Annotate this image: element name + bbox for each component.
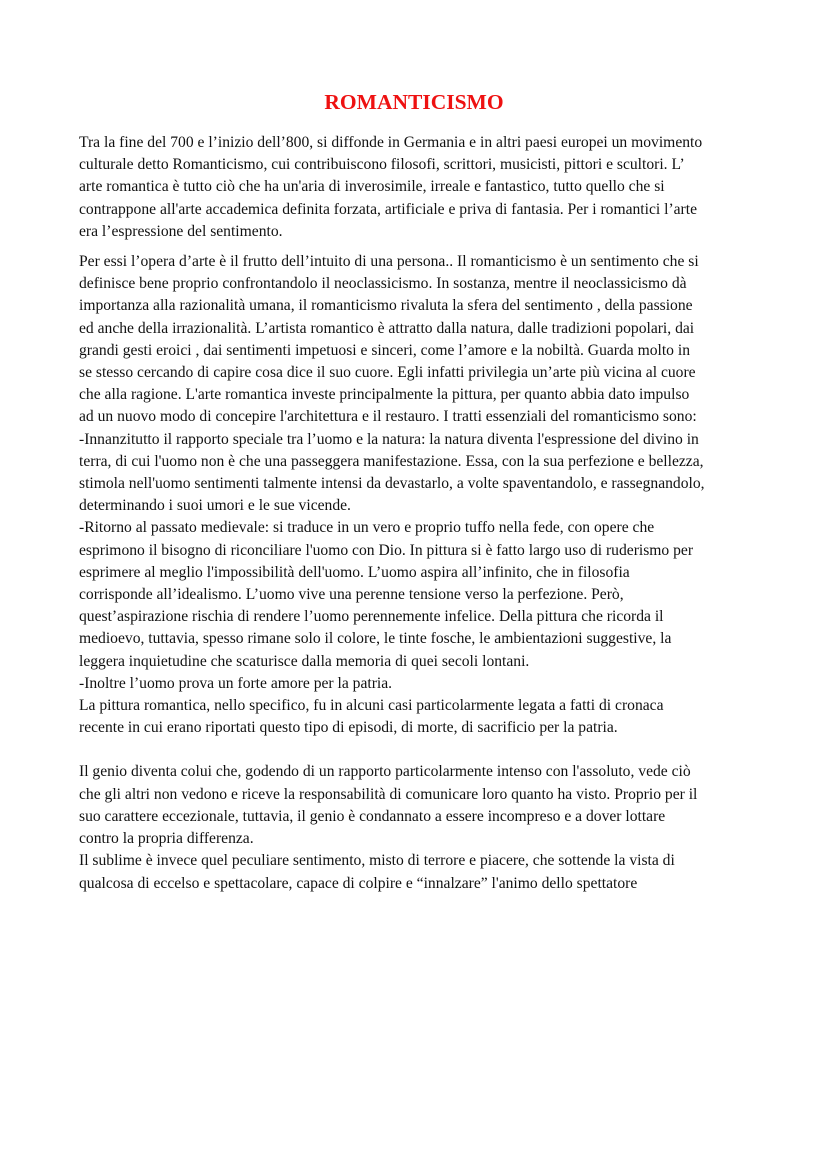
text-line: Per essi l’opera d’arte è il frutto dell’intuito di una persona.. Il romanticismo è un sentimento che si bbox=[79, 253, 699, 271]
text-line: arte romantica è tutto ciò che ha un'aria di inverosimile, irreale e fantastico, tutto quello che si bbox=[79, 178, 665, 196]
text-line: leggera inquietudine che scaturisce dalla memoria di quei secoli lontani. bbox=[79, 652, 530, 670]
text-line: contrappone all'arte accademica definita forzata, artificiale e priva di fantasia. Per i romantici l’arte bbox=[79, 200, 698, 218]
text-line: se stesso cercando di capire cosa dice il suo cuore. Egli infatti privilegia un’arte più vicina al cuore bbox=[79, 364, 696, 382]
text-line: qualcosa di eccelso e spettacolare, capace di colpire e “innalzare” l'animo dello spettatore bbox=[79, 874, 638, 892]
text-line: ad un nuovo modo di concepire l'architettura e il restauro. I tratti essenziali del romanticismo sono: bbox=[79, 408, 697, 426]
text-line: contro la propria differenza. bbox=[79, 830, 254, 848]
page-title: ROMANTICISMO bbox=[324, 90, 504, 114]
text-line: definisce bene proprio confrontandolo il neoclassicismo. In sostanza, mentre il neoclassicismo dà bbox=[79, 275, 687, 293]
text-line: esprimono il bisogno di riconciliare l'uomo con Dio. In pittura si è fatto largo uso di ruderismo per bbox=[79, 541, 694, 559]
text-line: esprimere al meglio l'impossibilità dell'uomo. L’uomo aspira all’infinito, che in filosofia bbox=[79, 563, 630, 581]
text-line: terra, di cui l'uomo non è che una passeggera manifestazione. Essa, con la sua perfezione e bellezza, bbox=[79, 452, 704, 470]
text-line: stimola nell'uomo sentimenti talmente intensi da devastarlo, a volte spaventandolo, e rassegnandolo, bbox=[79, 475, 705, 493]
text-line: Il genio diventa colui che, godendo di un rapporto particolarmente intenso con l'assoluto, vede ciò bbox=[79, 763, 691, 781]
text-line: ed anche della irrazionalità. L’artista romantico è attratto dalla natura, dalle tradizioni popolari, dai bbox=[79, 319, 695, 337]
paragraph-spacer bbox=[79, 243, 759, 251]
text-line: recente in cui erano riportati questo tipo di episodi, di morte, di sacrificio per la patria. bbox=[79, 719, 618, 737]
text-line: quest’aspirazione rischia di rendere l’uomo perennemente infelice. Della pittura che ricorda il bbox=[79, 608, 664, 626]
text-line: che alla ragione. L'arte romantica investe principalmente la pittura, per quanto abbia dato impulso bbox=[79, 386, 690, 404]
text-line: Tra la fine del 700 e l’inizio dell’800, si diffonde in Germania e in altri paesi europei un movimento bbox=[79, 134, 703, 151]
text-line: suo carattere eccezionale, tuttavia, il genio è condannato a essere incompreso e a dover lottare bbox=[79, 807, 666, 825]
text-line: determinando i suoi umori e le sue vicende. bbox=[79, 497, 351, 515]
paragraph-intro bbox=[79, 132, 759, 243]
text-line: La pittura romantica, nello specifico, fu in alcuni casi particolarmente legata a fatti di cronaca bbox=[79, 697, 664, 715]
text-line: -Ritorno al passato medievale: si traduce in un vero e proprio tuffo nella fede, con opere che bbox=[79, 519, 655, 537]
text-line: -Inoltre l’uomo prova un forte amore per la patria. bbox=[79, 674, 393, 692]
text-line: medioevo, tuttavia, spesso rimane solo il colore, le tinte fosche, le ambientazioni suggestive, la bbox=[79, 630, 672, 648]
text-line: che gli altri non vedono e riceve la responsabilità di comunicare loro quanto ha visto. Proprio per il bbox=[79, 785, 698, 803]
paragraph-characteristics bbox=[79, 251, 759, 739]
document-body bbox=[79, 132, 759, 895]
text-line: culturale detto Romanticismo, cui contribuiscono filosofi, scrittori, musicisti, pittori e scultori. L’ bbox=[79, 156, 685, 174]
text-line: Il sublime è invece quel peculiare sentimento, misto di terrore e piacere, che sottende la vista di bbox=[79, 852, 675, 870]
text-line: -Innanzitutto il rapporto speciale tra l’uomo e la natura: la natura diventa l'espressione del divino in bbox=[79, 430, 699, 448]
text-line: importanza alla razionalità umana, il romanticismo rivaluta la sfera del sentimento , della passione bbox=[79, 297, 693, 315]
text-line: corrisponde all’idealismo. L’uomo vive una perenne tensione verso la perfezione. Però, bbox=[79, 586, 624, 604]
paragraph-genius-sublime bbox=[79, 761, 759, 894]
paragraph-spacer bbox=[79, 739, 759, 761]
text-line: grandi gesti eroici , dai sentimenti impetuosi e sinceri, come l’amore e la nobiltà. Guarda molto in bbox=[79, 341, 691, 359]
text-line: era l’espressione del sentimento. bbox=[79, 222, 283, 240]
